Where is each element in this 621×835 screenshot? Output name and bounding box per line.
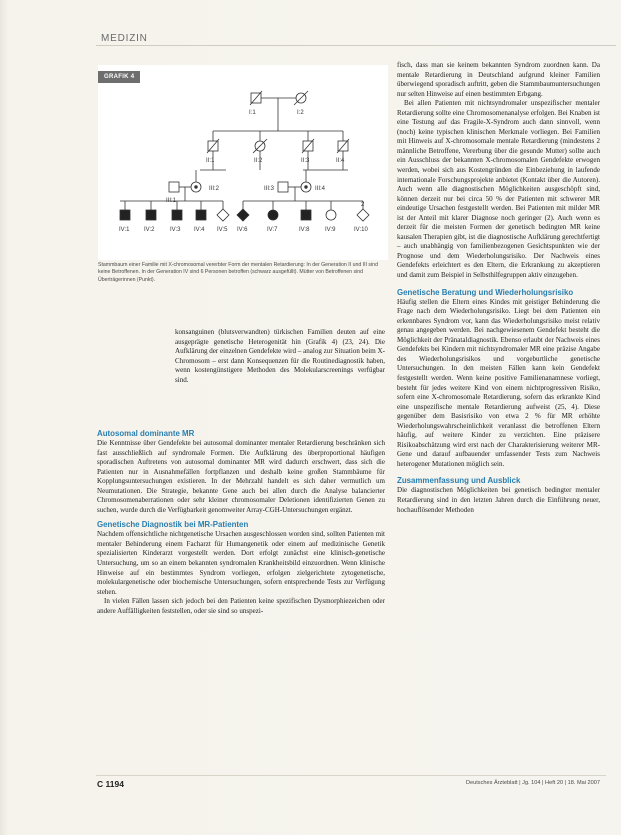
- carrier-dot: [195, 186, 198, 189]
- paragraph: Die Kenntnisse über Gendefekte bei autosomal dominanter mentaler Retardierung beschränken sich fast ausschließlich auf syndromale Formen. Die Aufklärung des überproportional häufigen sporadischen Auftretens von autosomal dominanter MR wird dadurch erschwert, dass sich die Patienten nur in Ausnahmefällen fortpflanzen und deshalb keine großen Stammbäume für Kopplungsuntersuchungen existieren. In der Mehrzahl handelt es sich daher vermutlich um Neumutationen. Die Strategie, bekannte Gene auch bei allen durch die Analyse balancierter Chromosomenaberrationen oder sehr kleiner chromosomaler Deletionen identifizierten Genen zu suchen, wurde durch die Verfügbarkeit genomweiter Array-CGH-Untersuchungen ergänzt.: [97, 439, 385, 514]
- paragraph: Die diagnostischen Möglichkeiten bei genetisch bedingter mentaler Retardierung sind in den letzten Jahren durch die Einführung neuer, hochauflösender Methoden: [397, 486, 600, 514]
- label-IV1: IV:1: [119, 227, 130, 233]
- label-I1: I:1: [249, 110, 256, 116]
- pedigree-chart: [98, 65, 388, 260]
- figure-caption: Stammbaum einer Familie mit X-chromosomal vererbter Form der mentalen Retardierung: In der Generation II und III sind keine Betroffenen. In der Generation IV sind 6 Personen betroffen (schwarz ausgefüllt). Mütter von Betroffenen sind Überträgerinnen (Punkt).: [98, 262, 378, 283]
- label-III1: III:1: [166, 198, 177, 204]
- column-right: [397, 61, 600, 515]
- paragraph: Häufig stellen die Eltern eines Kindes mit geistiger Behinderung die Frage nach dem Wiederholungsrisiko. Liegt bei dem Patienten ein erkennbares Syndrom vor, kann das Wiederholungsrisiko meist relativ genau angegeben werden. Bei nachgewiesenem Gendefekt besteht die Möglichkeit der Pränataldiagnostik. Ebenso erlaubt der Nachweis eines Gendefekts bei Kindern mit nichtsyndromaler MR eine präzise Angabe des Wiederholungsrisikos und vorgeburtliche genetische Untersuchungen. In den meisten Fällen kann kein Gendefekt festgestellt werden. Wenn keine positive Familienanamnese vorliegt, besteht für jedes weitere Kind von einem nichtprogressiven Risiko, sofern eine X-chromosomale Retardierung, sofern das erkrankte Kind eine unspezifische mentale Retardierung aufweist (25, 4). Diese gegenüber dem Basisrisiko von etwa 2 % für MR erhöhte Wiederholungswahrscheinlichkeit veranlasst die betroffenen Eltern häufig, auf weitere Kinder zu verzichten. Eine präzisere Risikoabschätzung wird erst nach der Charakterisierung weiterer MR-Gene und darauf aufbauender umfassender Tests zum Nachweis heterogener Mutationen möglich sein.: [397, 297, 600, 468]
- journal-citation: Deutsches Ärzteblatt | Jg. 104 | Heft 20 | 18. Mai 2007: [465, 780, 600, 786]
- label-IV9: IV:9: [325, 227, 336, 233]
- figure-tag: GRAFIK 4: [98, 71, 140, 83]
- label-II1: II:1: [206, 158, 215, 164]
- affected-male: [196, 210, 206, 220]
- label-IV7: IV:7: [267, 227, 278, 233]
- section-heading: Genetische Diagnostik bei MR-Patienten: [97, 520, 249, 530]
- label-III4: III:4: [315, 186, 326, 192]
- column-left-upper: [175, 328, 385, 385]
- affected-male: [172, 210, 182, 220]
- paragraph: fisch, dass man sie keinem bekannten Syndrom zuordnen kann. Da mentale Retardierung in Deutschland aufgrund kleiner Familien überwiegend sporadisch auftritt, geben die Stammbaumuntersuchungen nur selten Hinweise auf einen bestimmten Erbgang.: [397, 61, 600, 98]
- pedigree-female: [326, 210, 336, 220]
- pedigree-male: [278, 182, 288, 192]
- label-III2: III:2: [209, 186, 220, 192]
- paragraph: In vielen Fällen lassen sich jedoch bei den Patienten keine spezifischen Dysmorphiezeichen oder andere Auffälligkeiten feststellen, oder sie sind so unspezi-: [97, 597, 385, 615]
- section-header: MEDIZIN: [101, 33, 148, 44]
- label-II2: II:2: [254, 158, 263, 164]
- label-IV8: IV:8: [299, 227, 310, 233]
- paragraph: Bei allen Patienten mit nichtsyndromaler unspezifischer mentaler Retardierung sollte eine Chromosomenanalyse erfolgen. Bei Knaben ist eine Testung auf das Fragile-X-Syndrom auch dann sinnvoll, wenn (noch) keine typischen klinischen Merkmale vorliegen. Bei Familien mit Hinweis auf X-chromosomale mentale Retardierung (mindestens 2 männliche Betroffene, Vererbung über die gesunde Mutter) sollte auch ein Ausschluss der bekannten X-chromosomalen Gendefekte erwogen werden, wobei sich aus Kostengründen die Einbeziehung in laufende internationale Forschungsprojekte anbietet (Kontakt über die Autoren). Auch wenn alle diagnostischen Möglichkeiten ausgeschöpft sind, können derzeit nur bei circa 50 % der Patienten mit schwerer MR eindeutige Ursachen festgestellt werden. Bei Patienten mit milder MR ist der Anteil mit klarer Diagnose noch geringer (2). Auch wenn es derzeit für die meisten Formen der genetisch bedingten MR keine kausalen Therapien gibt, ist die diagnostische Aufklärung gerechtfertigt – auch unabhängig von familienbezogenen Gesichtspunkten wie der Prognose und dem Wiederholungsrisiko. Der Nachweis eines Gendefekts erleichtert es den Eltern, die Erkrankung zu akzeptieren und damit zum Beispiel in Selbsthilfegruppen aktiv einzugehen.: [397, 99, 600, 280]
- section-heading: Genetische Beratung und Wiederholungsrisiko: [397, 287, 574, 297]
- affected-male: [146, 210, 156, 220]
- pedigree-male: [169, 182, 179, 192]
- label-IV3: IV:3: [170, 227, 181, 233]
- label-IV4: IV:4: [194, 227, 205, 233]
- column-left-lower: [97, 428, 385, 616]
- label-IV10: IV:10: [354, 227, 368, 233]
- unknown-sex: [217, 209, 229, 221]
- label-I2: I:2: [297, 110, 304, 116]
- affected-female: [268, 210, 278, 220]
- label-II3: II:3: [301, 158, 310, 164]
- label-III3: III:3: [264, 186, 275, 192]
- paragraph: Nachdem offensichtliche nichtgenetische Ursachen ausgeschlossen worden sind, sollten Patienten mit mentaler Behinderung einem Facharzt für Humangenetik oder einem auf medizinische Genetik spezialisierten Kinderarzt vorgestellt werden. Dort erfolgt zunächst eine klinisch-genetische Untersuchung, um so an einem bekannten syndromalen Krankheitsbild einzuordnen. Wenn klinische Hinweise auf ein bestimmtes Syndrom vorliegen, erfolgen zielgerichtete zytogenetische, molekulargenetische oder biochemische Untersuchungen, sofern entsprechende Tests zur Verfügung stehen.: [97, 530, 385, 596]
- pedigree-figure: [98, 65, 388, 260]
- label-IV2: IV:2: [144, 227, 155, 233]
- label-IV6: IV:6: [237, 227, 248, 233]
- label-IV5: IV:5: [217, 227, 228, 233]
- section-heading: Zusammenfassung und Ausblick: [397, 476, 521, 486]
- label-II4: II:4: [336, 158, 345, 164]
- section-heading: Autosomal dominante MR: [97, 429, 195, 438]
- sibling-count: 2: [361, 202, 365, 208]
- header-rule: [96, 45, 616, 46]
- carrier-dot: [305, 186, 308, 189]
- affected-male: [120, 210, 130, 220]
- affected-unknown: [237, 209, 249, 221]
- unknown-sex: [357, 209, 369, 221]
- affected-male: [301, 210, 311, 220]
- paragraph: konsanguinen (blutsverwandten) türkischen Familien deuten auf eine ausgeprägte genetische Heterogenität hin (Grafik 4) (23, 24). Die Aufklärung der einzelnen Gendefekte wird – analog zur Situation beim X-Chromosom – erst dann Konsequenzen für die Routinediagnostik haben, wenn kostengünstigere Methoden des Molekularscreenings verfügbar sind.: [175, 328, 385, 384]
- footer-rule: [96, 775, 606, 776]
- page-number: C 1194: [97, 779, 124, 789]
